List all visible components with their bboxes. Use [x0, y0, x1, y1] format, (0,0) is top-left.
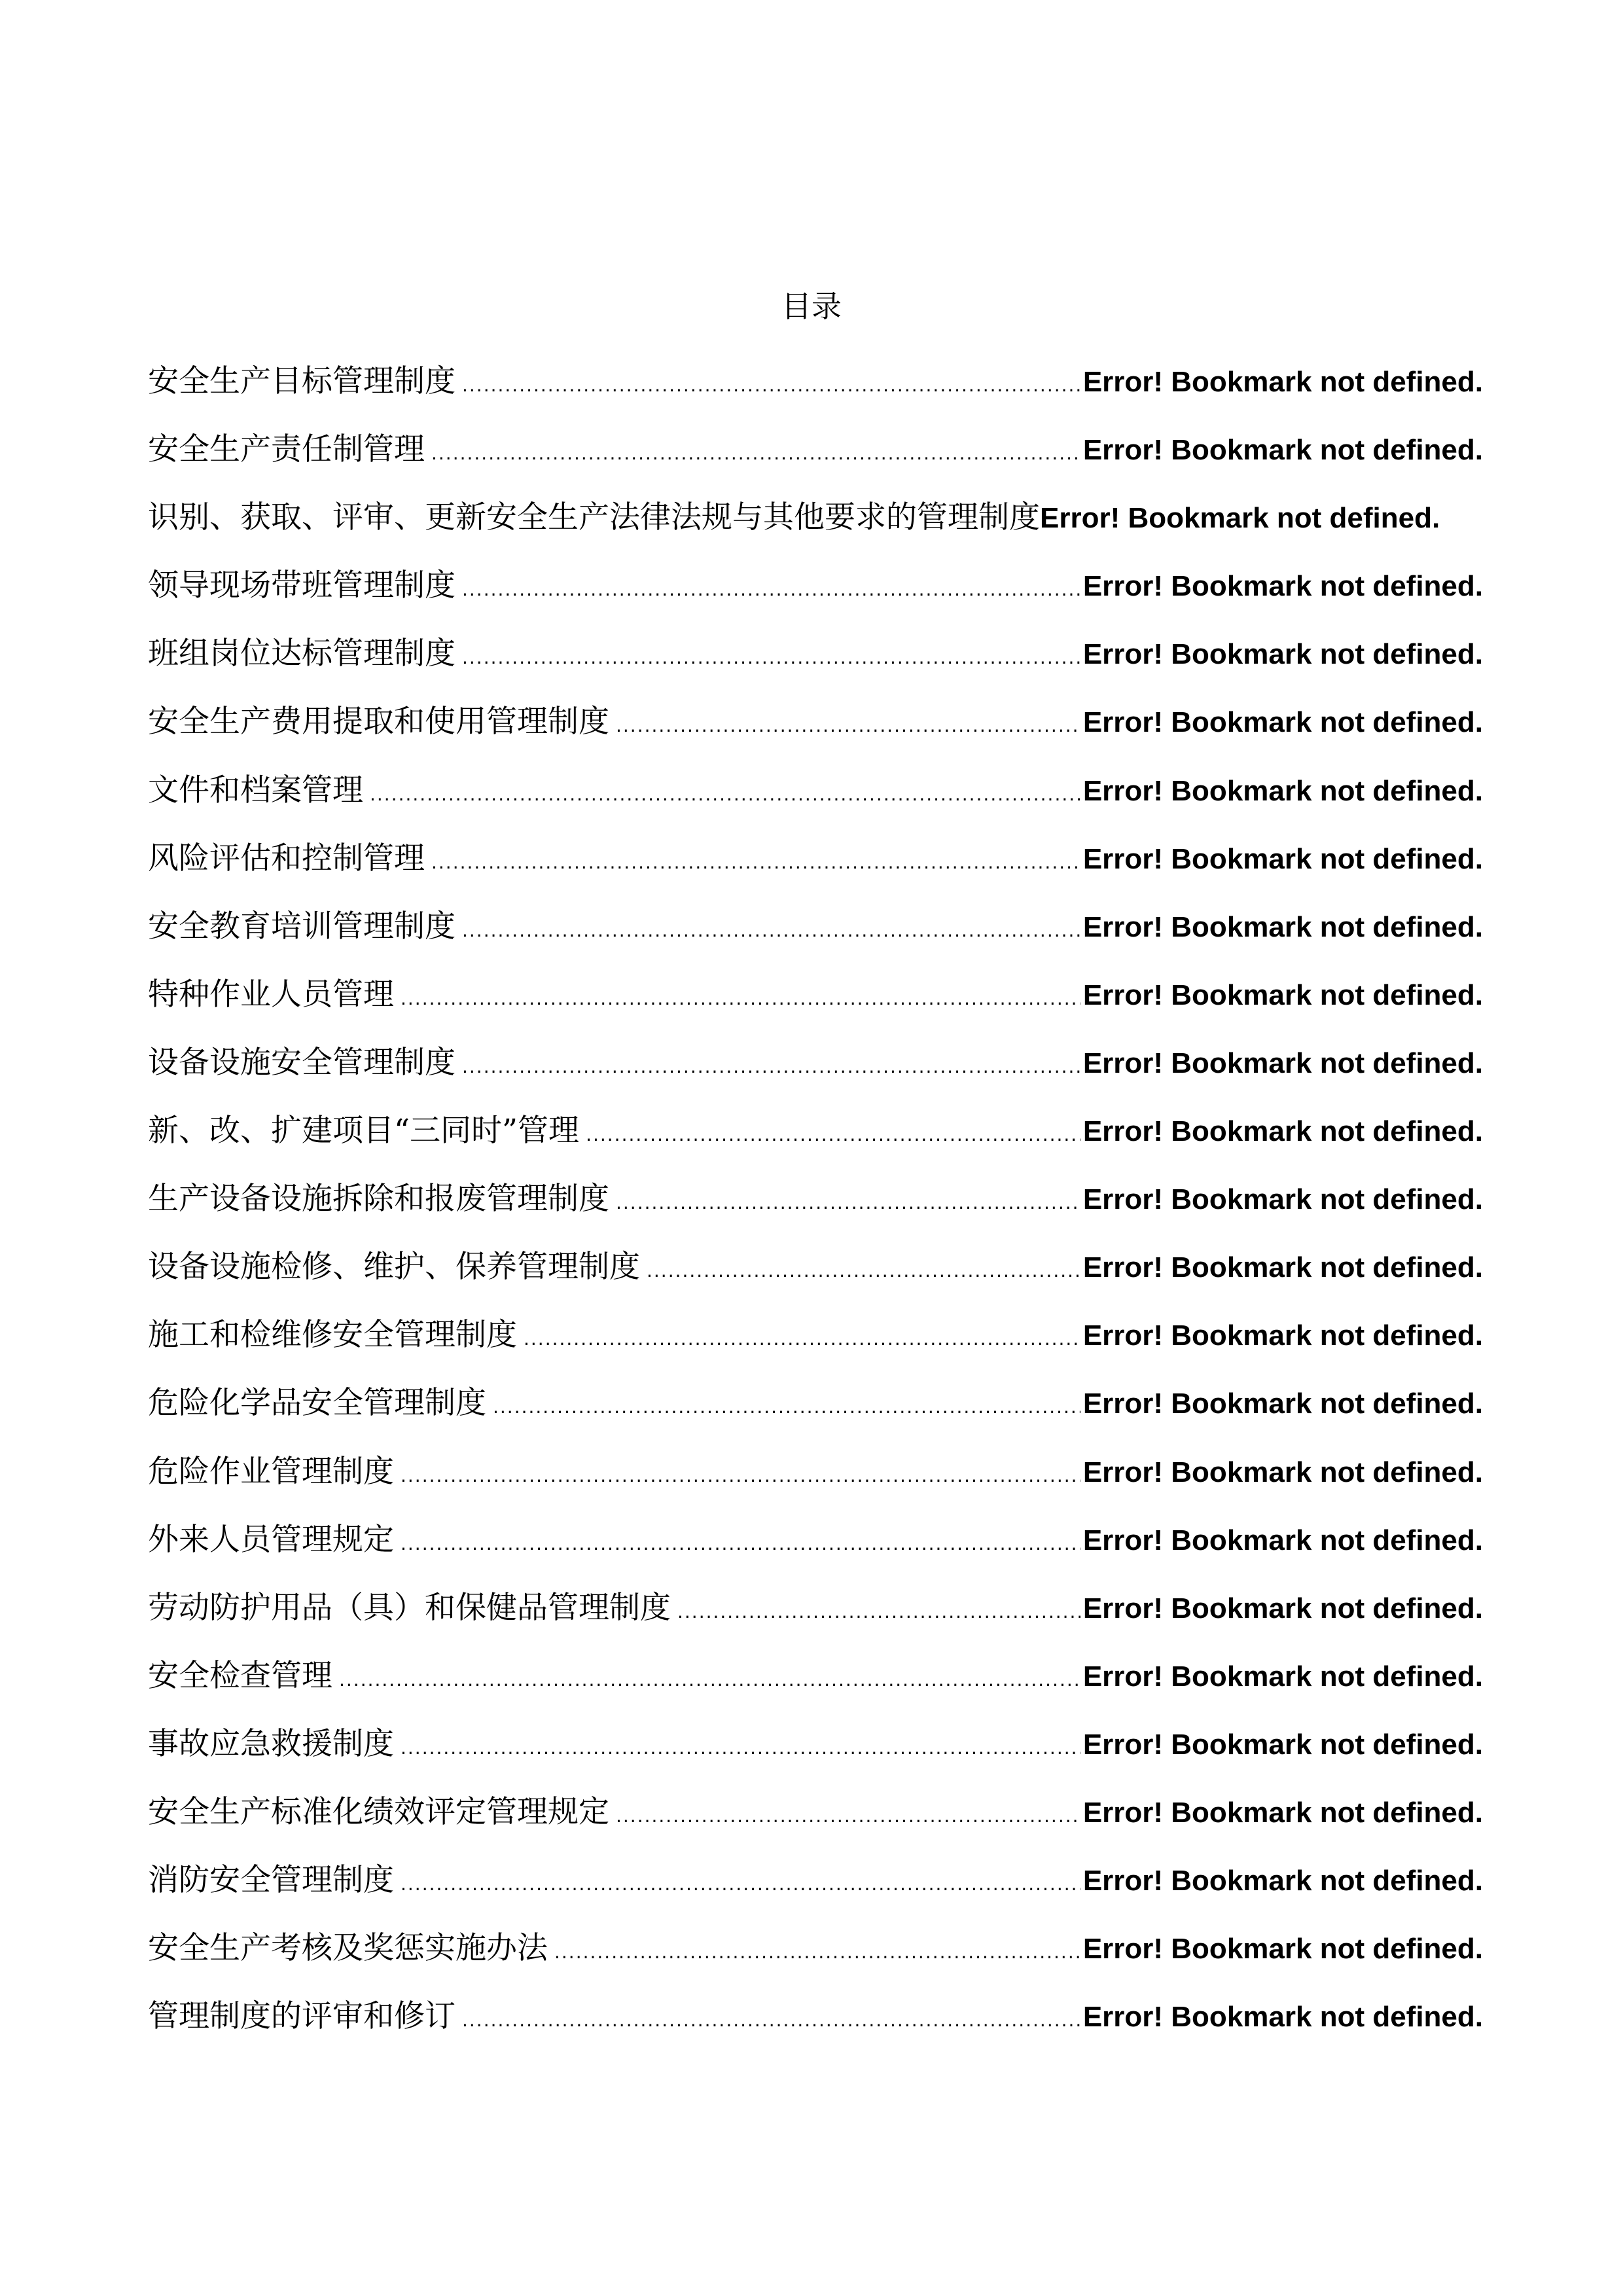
toc-entry[interactable] — [148, 563, 1483, 631]
toc-title: 目录 — [781, 289, 842, 324]
toc-entry-title: 班组岗位达标管理制度 — [148, 636, 455, 672]
toc-entry-title: 识别、获取、评审、更新安全生产法律法规与其他要求的管理制度 — [148, 499, 1040, 536]
toc-dot-leader — [462, 920, 1080, 941]
toc-dot-leader — [462, 374, 1080, 396]
toc-page-reference: Error! Bookmark not defined. — [1082, 842, 1483, 875]
toc-entry-title: 安全生产费用提取和使用管理制度 — [148, 704, 609, 740]
toc-page-reference: Error! Bookmark not defined. — [1082, 1796, 1483, 1829]
toc-page-reference: Error! Bookmark not defined. — [1082, 1183, 1483, 1216]
toc-dot-leader — [401, 1533, 1080, 1554]
toc-entry[interactable] — [148, 1653, 1483, 1721]
toc-entry-title: 管理制度的评审和修订 — [148, 1998, 455, 2035]
toc-dot-leader — [370, 783, 1080, 805]
toc-entry[interactable] — [148, 1517, 1483, 1585]
toc-page-reference: Error! Bookmark not defined. — [1082, 366, 1483, 398]
toc-entry[interactable] — [148, 1449, 1483, 1517]
toc-entry-title: 特种作业人员管理 — [148, 976, 394, 1013]
toc-page-reference: Error! Bookmark not defined. — [1082, 434, 1483, 467]
toc-entry-title: 安全生产考核及奖惩实施办法 — [148, 1930, 548, 1967]
toc-dot-leader — [493, 1396, 1080, 1418]
toc-entry-title: 安全生产目标管理制度 — [148, 363, 455, 399]
toc-entry-title: 施工和检维修安全管理制度 — [148, 1317, 517, 1354]
toc-entry-title: 设备设施检修、维护、保养管理制度 — [148, 1249, 640, 1285]
toc-entry[interactable] — [148, 631, 1483, 699]
toc-entry[interactable] — [148, 768, 1483, 836]
toc-entry[interactable] — [148, 427, 1483, 495]
toc-dot-leader — [647, 1260, 1080, 1282]
toc-dot-leader — [462, 2009, 1080, 2031]
toc-entry[interactable] — [148, 1857, 1483, 1926]
toc-entry-title: 消防安全管理制度 — [148, 1862, 394, 1899]
toc-entry[interactable] — [148, 1585, 1483, 1653]
toc-entry[interactable] — [148, 1721, 1483, 1789]
toc-entry[interactable] — [148, 1176, 1483, 1244]
toc-page-reference: Error! Bookmark not defined. — [1082, 1865, 1483, 1897]
toc-entry-title: 危险化学品安全管理制度 — [148, 1385, 486, 1422]
toc-page-reference: Error! Bookmark not defined. — [1040, 502, 1440, 535]
toc-entry-title: 文件和档案管理 — [148, 772, 363, 808]
toc-page-reference: Error! Bookmark not defined. — [1082, 978, 1483, 1011]
toc-page-reference: Error! Bookmark not defined. — [1082, 1728, 1483, 1761]
toc-dot-leader — [401, 1465, 1080, 1486]
toc-entry-title: 事故应急救援制度 — [148, 1725, 394, 1762]
toc-dot-leader — [554, 1941, 1080, 1963]
toc-page-reference: Error! Bookmark not defined. — [1082, 570, 1483, 603]
toc-dot-leader — [462, 579, 1080, 600]
toc-page-reference: Error! Bookmark not defined. — [1082, 638, 1483, 671]
toc-page-reference: Error! Bookmark not defined. — [1082, 1524, 1483, 1556]
toc-dot-leader — [401, 1737, 1080, 1759]
toc-entry-title: 安全生产标准化绩效评定管理规定 — [148, 1793, 609, 1830]
toc-page-reference: Error! Bookmark not defined. — [1082, 1047, 1483, 1079]
toc-dot-leader — [401, 1873, 1080, 1895]
toc-entry-title: 设备设施安全管理制度 — [148, 1044, 455, 1081]
toc-entry[interactable] — [148, 495, 1483, 563]
toc-page-reference: Error! Bookmark not defined. — [1082, 1933, 1483, 1965]
toc-dot-leader — [586, 1124, 1080, 1145]
toc-page-reference: Error! Bookmark not defined. — [1082, 1319, 1483, 1352]
toc-entry-title: 安全教育培训管理制度 — [148, 908, 455, 944]
toc-entry-title: 危险作业管理制度 — [148, 1453, 394, 1490]
toc-entry-title: 外来人员管理规定 — [148, 1521, 394, 1558]
toc-page-reference: Error! Bookmark not defined. — [1082, 774, 1483, 807]
toc-page-reference: Error! Bookmark not defined. — [1082, 1660, 1483, 1693]
toc-entry[interactable] — [148, 1994, 1483, 2062]
toc-entry-title: 新、改、扩建项目“三同时”管理 — [148, 1113, 580, 1149]
toc-entry[interactable] — [148, 1040, 1483, 1108]
toc-dot-leader — [339, 1669, 1080, 1691]
toc-page-reference: Error! Bookmark not defined. — [1082, 1456, 1483, 1488]
toc-dot-leader — [462, 647, 1080, 668]
toc-dot-leader — [616, 715, 1080, 736]
toc-dot-leader — [401, 988, 1080, 1009]
toc-page-reference: Error! Bookmark not defined. — [1082, 910, 1483, 943]
toc-dot-leader — [677, 1601, 1080, 1623]
toc-page-reference: Error! Bookmark not defined. — [1082, 1251, 1483, 1284]
toc-dot-leader — [616, 1805, 1080, 1827]
toc-entry-title: 领导现场带班管理制度 — [148, 567, 455, 604]
toc-entry-title: 劳动防护用品（具）和保健品管理制度 — [148, 1589, 671, 1626]
toc-entry-title: 生产设备设施拆除和报废管理制度 — [148, 1181, 609, 1217]
toc-dot-leader — [524, 1328, 1080, 1350]
toc-entry[interactable] — [148, 1926, 1483, 1994]
toc-entry[interactable] — [148, 1244, 1483, 1312]
toc-page-reference: Error! Bookmark not defined. — [1082, 1592, 1483, 1624]
toc-entry[interactable] — [148, 699, 1483, 767]
toc-page-reference: Error! Bookmark not defined. — [1082, 1115, 1483, 1148]
toc-entry[interactable] — [148, 1380, 1483, 1448]
toc-entry-title: 安全生产责任制管理 — [148, 431, 425, 468]
toc-entry[interactable] — [148, 1108, 1483, 1176]
toc-dot-leader — [462, 1056, 1080, 1077]
toc-dot-leader — [616, 1192, 1080, 1213]
toc-page-reference: Error! Bookmark not defined. — [1082, 1388, 1483, 1420]
toc-entry[interactable] — [148, 972, 1483, 1040]
toc-dot-leader — [431, 442, 1080, 464]
toc-entry-title: 安全检查管理 — [148, 1657, 332, 1694]
toc-list — [148, 359, 1483, 2062]
toc-entry[interactable] — [148, 1789, 1483, 1857]
toc-entry[interactable] — [148, 1312, 1483, 1380]
toc-dot-leader — [431, 852, 1080, 873]
toc-page-reference: Error! Bookmark not defined. — [1082, 706, 1483, 739]
toc-entry[interactable] — [148, 836, 1483, 904]
toc-entry[interactable] — [148, 359, 1483, 427]
toc-page-reference: Error! Bookmark not defined. — [1082, 2001, 1483, 2034]
toc-entry[interactable] — [148, 904, 1483, 972]
toc-entry-title: 风险评估和控制管理 — [148, 840, 425, 876]
